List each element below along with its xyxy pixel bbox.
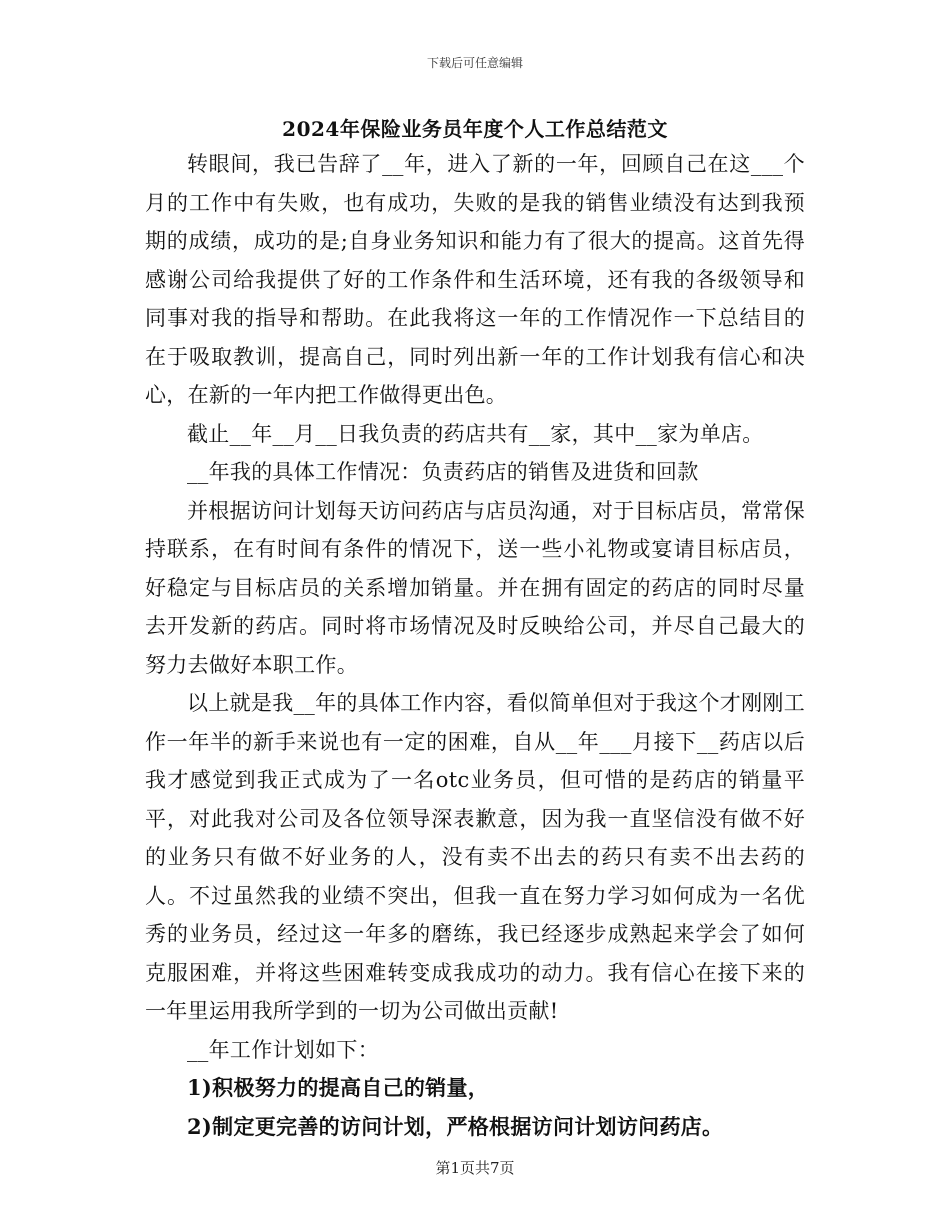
paragraph-intro: 转眼间，我已告辞了__年，进入了新的一年，回顾自己在这___个月的工作中有失败，也有成功，失败的是我的销售业绩没有达到我预期的成绩，成功的是;自身业务知识和能力有了很大的提高。这首先得感谢公司给我提供了好的工作条件和生活环境，还有我的各级领导和同事对我的指导和帮助。在此我将这一年的工作情况作一下总结目的在于吸取教训，提高自己，同时列出新一年的工作计划我有信心和决心，在新的一年内把工作做得更出色。: [145, 152, 805, 407]
document-body: [145, 145, 805, 1146]
plan-item-1: 1)积极努力的提高自己的销量，: [187, 1075, 490, 1100]
page-number: 第1页共7页: [435, 1159, 515, 1177]
paragraph-summary: 以上就是我__年的具体工作内容，看似简单但对于我这个才刚刚工作一年半的新手来说也有一定的困难，自从__年___月接下__药店以后我才感觉到我正式成为了一名otc业务员，但可惜的是药店的销量平平，对此我对公司及各位领导深表歉意，因为我一直坚信没有做不好的业务只有做不好业务的人，没有卖不出去的药只有卖不出去药的人。不过虽然我的业绩不突出，但我一直在努力学习如何成为一名优秀的业务员，经过这一年多的磨练，我已经逐步成熟起来学会了如何克服困难，并将这些困难转变成我成功的动力。我有信心在接下来的一年里运用我所学到的一切为公司做出贡献!: [145, 691, 805, 1023]
paragraph-visit-plan: 并根据访问计划每天访问药店与店员沟通，对于目标店员，常常保持联系，在有时间有条件的情况下，送一些小礼物或宴请目标店员，好稳定与目标店员的关系增加销量。并在拥有固定的药店的同时尽量去开发新的药店。同时将市场情况及时反映给公司，并尽自己最大的努力去做好本职工作。: [145, 498, 805, 677]
document-title: 2024年保险业务员年度个人工作总结范文: [282, 117, 668, 141]
paragraph-store-count: 截止__年__月__日我负责的药店共有__家，其中__家为单店。: [187, 421, 764, 446]
paragraph-plan-heading: __年工作计划如下：: [187, 1037, 379, 1062]
plan-item-2: 2)制定更完善的访问计划，严格根据访问计划访问药店。: [187, 1113, 724, 1139]
download-note: 下载后可任意编辑: [426, 56, 523, 70]
paragraph-work-situation: __年我的具体工作情况：负责药店的销售及进货和回款: [187, 460, 699, 484]
